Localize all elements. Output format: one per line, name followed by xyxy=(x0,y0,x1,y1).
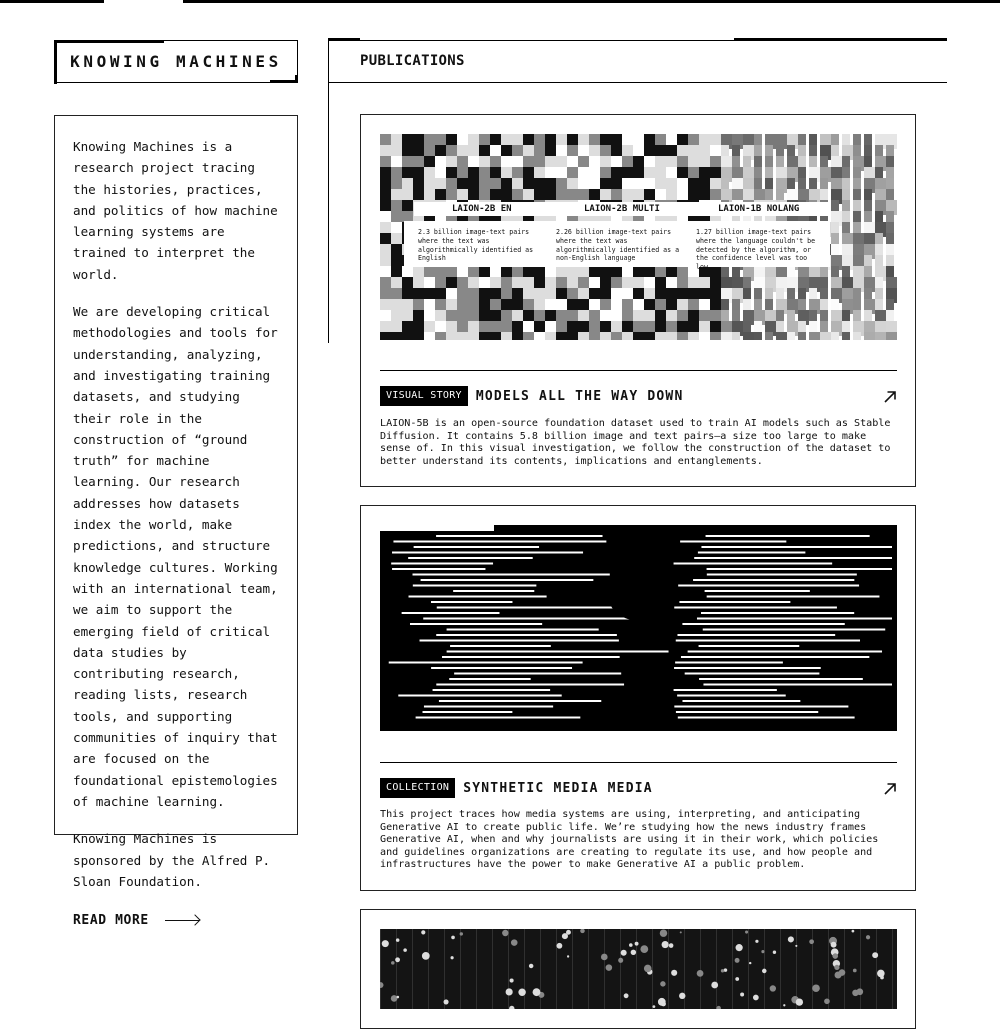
synthetic-media-image xyxy=(380,525,897,731)
synthetic-media-figure[interactable] xyxy=(380,525,897,731)
about-paragraph: Knowing Machines is sponsored by the Alfred P. Sloan Foundation. xyxy=(73,831,271,889)
card-description: LAION-5B is an open-source foundation dataset used to train AI models such as Stable Diffusion. It contains 5.8 billion image and text pairs—a size too large to make sense of. In this visual investigation, we follow the construction of the dataset to better understand its contents, implications and entanglements. xyxy=(380,418,891,467)
publications-title: PUBLICATIONS xyxy=(360,53,465,69)
read-more-label: READ MORE xyxy=(73,913,149,929)
about-paragraph: We are developing critical methodologies and tools for understanding, analyzing, and investigating training datasets, and studying their role in the construction of “ground truth” for machine learning. Our research addresses how datasets index the world, make predictions, and structure knowledge cultures. Working with an international team, we aim to support the emerging field of critical data studies by contributing research, reading lists, research tools, and supporting communities of inquiry that are focused on the foundational epistemologies of machine learning. xyxy=(73,304,278,809)
publication-card[interactable] xyxy=(360,505,916,891)
arrow-up-right-icon[interactable] xyxy=(883,781,897,795)
card-divider xyxy=(380,762,897,763)
site-logo-text: KNOWING MACHINES xyxy=(70,52,282,71)
figure-column-label: LAION-2B EN xyxy=(452,204,512,214)
figure-column-text: 2.26 billion image-text pairs where the text was algorithmically identified as a non-English language xyxy=(556,228,680,263)
about-paragraph: Knowing Machines is a research project tracing the histories, practices, and politics of how machine learning systems are trained to interpret the world. xyxy=(73,139,278,282)
card-title[interactable]: MODELS ALL THE WAY DOWN xyxy=(475,388,684,404)
about-panel xyxy=(54,115,298,929)
diagram-collage-image xyxy=(380,929,897,1009)
section-divider xyxy=(328,82,947,83)
section-divider xyxy=(328,38,329,343)
category-tag: VISUAL STORY xyxy=(380,386,468,406)
card-divider xyxy=(380,370,897,371)
section-divider xyxy=(328,38,360,41)
card-description: This project traces how media systems are using, interpreting, and anticipating Generative AI to create public life. We’re studying how the news industry frames Generative AI, when and why journalists are using it in their work, which policies and guidelines organizations are creating to regulate its use, and how people and infrastructures have the power to make Generative AI a public problem. xyxy=(380,809,879,871)
figure-column-label: LAION-1B NOLANG xyxy=(718,204,800,214)
publication-card[interactable] xyxy=(360,909,916,1029)
read-more-link[interactable] xyxy=(73,910,279,931)
category-tag: COLLECTION xyxy=(380,778,455,798)
publication-card[interactable] xyxy=(360,114,916,487)
publication-figure[interactable] xyxy=(380,929,897,1009)
top-bar-right xyxy=(183,0,1000,3)
card-title[interactable]: SYNTHETIC MEDIA MEDIA xyxy=(463,780,653,796)
figure-column-text: 2.3 billion image-text pairs where the text was algorithmically identified as English xyxy=(418,228,534,263)
arrow-up-right-icon[interactable] xyxy=(883,389,897,403)
arrow-right-icon xyxy=(165,916,201,926)
top-bar-left xyxy=(0,0,104,3)
section-divider xyxy=(734,38,947,41)
laion-figure[interactable] xyxy=(380,134,897,340)
figure-column-label: LAION-2B MULTI xyxy=(584,204,660,214)
site-logo[interactable] xyxy=(54,40,298,83)
figure-column-text: 1.27 billion image-text pairs where the language couldn't be detected by the algorithm, or the confidence level was too low. xyxy=(696,228,816,272)
